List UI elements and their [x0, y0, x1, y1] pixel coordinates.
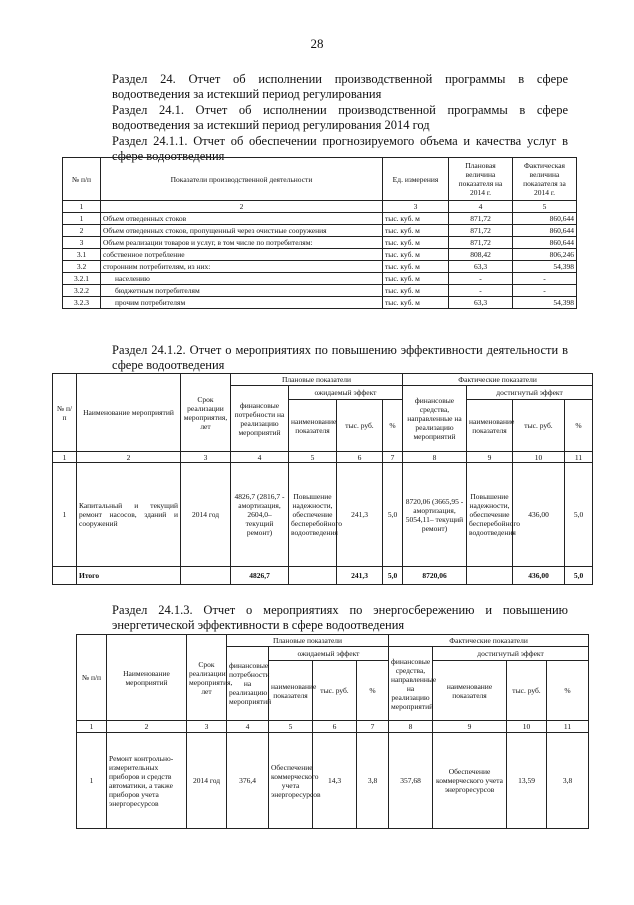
plan-finance: 4826,7 (2816,7 - амортизация, 2604,0– текущий ремонт) [231, 463, 289, 567]
column-number: 3 [181, 452, 231, 463]
header-cell: Плановые показатели [227, 635, 389, 647]
header-cell: Срок реализации мероприятия, лет [181, 374, 231, 452]
column-number: 2 [77, 452, 181, 463]
column-number: 2 [107, 721, 187, 733]
header-cell: № п/п [63, 158, 101, 201]
fact-finance: 357,68 [389, 733, 433, 829]
row-number: 3.2.3 [63, 297, 101, 309]
unit-cell: тыс. куб. м [383, 213, 449, 225]
unit-cell: тыс. куб. м [383, 273, 449, 285]
table-row [63, 297, 577, 309]
measure-name: Ремонт контрольно-измерительных приборов и средств автоматики, а также приборов учета энергоресурсов [107, 733, 187, 829]
indicator-name: Объем отведенных стоков [101, 213, 383, 225]
plan-rub: 241,3 [337, 463, 383, 567]
header-cell: тыс. руб. [313, 661, 357, 721]
term-cell: 2014 год [181, 463, 231, 567]
row-number: 1 [77, 733, 107, 829]
column-number: 5 [513, 201, 577, 213]
header-cell: Наименование мероприятий [107, 635, 187, 721]
column-number-row [63, 201, 577, 213]
unit-cell: тыс. куб. м [383, 297, 449, 309]
column-number: 7 [383, 452, 403, 463]
table-row [63, 261, 577, 273]
unit-cell: тыс. куб. м [383, 237, 449, 249]
header-cell: ожидаемый эффект [269, 647, 389, 661]
plan-value: 871,72 [449, 213, 513, 225]
plan-value: 63,3 [449, 261, 513, 273]
header-cell: наименование показателя [433, 661, 507, 721]
unit-cell: тыс. куб. м [383, 261, 449, 273]
column-number-row [77, 721, 589, 733]
table-header-row [63, 158, 577, 201]
header-cell: № п/п [77, 635, 107, 721]
row-number: 3.2 [63, 261, 101, 273]
column-number: 6 [313, 721, 357, 733]
section-heading-24: Раздел 24. Отчет об исполнении производственной программы в сфере водоотведения за истекший период регулирования [112, 72, 568, 101]
total-fact-rub: 436,00 [513, 567, 565, 585]
indicator-name: прочим потребителям [101, 297, 383, 309]
table-row [77, 733, 589, 829]
header-cell: № п/п [53, 374, 77, 452]
plan-value: 808,42 [449, 249, 513, 261]
total-label: Итого [77, 567, 181, 585]
column-number: 1 [53, 452, 77, 463]
plan-value: - [449, 285, 513, 297]
fact-rub: 436,00 [513, 463, 565, 567]
unit-cell: тыс. куб. м [383, 249, 449, 261]
fact-value: - [513, 273, 577, 285]
column-number: 1 [77, 721, 107, 733]
indicator-name: бюджетным потребителям [101, 285, 383, 297]
plan-value: - [449, 273, 513, 285]
fact-value: 860,644 [513, 213, 577, 225]
indicator-name: собственное потребление [101, 249, 383, 261]
measure-name: Капитальный и текущий ремонт насосов, зданий и сооружений [77, 463, 181, 567]
total-plan-pct: 5,0 [383, 567, 403, 585]
header-cell: достигнутый эффект [467, 386, 593, 400]
fact-value: 54,398 [513, 261, 577, 273]
header-cell: достигнутый эффект [433, 647, 589, 661]
term-cell: 2014 год [187, 733, 227, 829]
header-cell: Плановая величина показателя на 2014 г. [449, 158, 513, 201]
table-efficiency-measures [52, 373, 593, 585]
header-cell: Ед. измерения [383, 158, 449, 201]
total-plan-rub: 241,3 [337, 567, 383, 585]
table-row [53, 463, 593, 567]
row-number: 3.2.2 [63, 285, 101, 297]
table-row [63, 273, 577, 285]
header-cell: наименование показателя [269, 661, 313, 721]
indicator-name: сторонним потребителям, из них: [101, 261, 383, 273]
header-cell: финансовые средства, направленные на реализацию мероприятий [389, 647, 433, 721]
fact-value: 806,246 [513, 249, 577, 261]
column-number: 6 [337, 452, 383, 463]
row-number: 3.2.1 [63, 273, 101, 285]
unit-cell: тыс. куб. м [383, 285, 449, 297]
plan-effect: Повышение надежности, обеспечение бесперебойного водоотведения [289, 463, 337, 567]
header-cell: Показатели производственной деятельности [101, 158, 383, 201]
total-fact-finance: 8720,06 [403, 567, 467, 585]
fact-effect: Обеспечение коммерческого учета энергоресурсов [433, 733, 507, 829]
table-header-row [53, 374, 593, 386]
plan-value: 871,72 [449, 237, 513, 249]
plan-finance: 376,4 [227, 733, 269, 829]
row-number: 3 [63, 237, 101, 249]
table-row [63, 225, 577, 237]
total-fact-pct: 5,0 [565, 567, 593, 585]
column-number: 3 [187, 721, 227, 733]
header-cell: % [357, 661, 389, 721]
fact-finance: 8720,06 (3665,95 - амортизация, 5054,11– текущий ремонт) [403, 463, 467, 567]
page-number: 28 [310, 36, 324, 51]
section-heading-24-1-2: Раздел 24.1.2. Отчет о мероприятиях по повышению эффективности деятельности в сфере водоотведения [112, 343, 568, 372]
column-number: 4 [227, 721, 269, 733]
table-production-indicators [62, 157, 577, 309]
total-row [53, 567, 593, 585]
plan-value: 63,3 [449, 297, 513, 309]
header-cell: Плановые показатели [231, 374, 403, 386]
fact-effect: Повышение надежности, обеспечение бесперебойного водоотведения [467, 463, 513, 567]
table-row [63, 285, 577, 297]
column-number: 10 [513, 452, 565, 463]
fact-value: - [513, 285, 577, 297]
header-cell: наименование показателя [289, 400, 337, 452]
column-number: 11 [565, 452, 593, 463]
header-cell: ожидаемый эффект [289, 386, 403, 400]
header-cell: Фактическая величина показателя за 2014 г. [513, 158, 577, 201]
column-number: 4 [449, 201, 513, 213]
column-number: 2 [101, 201, 383, 213]
header-cell: Наименование мероприятий [77, 374, 181, 452]
unit-cell: тыс. куб. м [383, 225, 449, 237]
row-number: 2 [63, 225, 101, 237]
total-plan-finance: 4826,7 [231, 567, 289, 585]
column-number: 8 [389, 721, 433, 733]
fact-pct: 5,0 [565, 463, 593, 567]
fact-value: 860,644 [513, 225, 577, 237]
column-number-row [53, 452, 593, 463]
table-header-row [77, 635, 589, 647]
fact-value: 860,644 [513, 237, 577, 249]
column-number: 11 [547, 721, 589, 733]
column-number: 5 [269, 721, 313, 733]
fact-rub: 13,59 [507, 733, 547, 829]
table-row [63, 249, 577, 261]
header-cell: финансовые средства, направленные на реализацию мероприятий [403, 386, 467, 452]
plan-effect: Обеспечение коммерческого учета энергоресурсов [269, 733, 313, 829]
header-cell: тыс. руб. [513, 400, 565, 452]
column-number: 9 [467, 452, 513, 463]
header-cell: % [565, 400, 593, 452]
table-row [63, 237, 577, 249]
header-cell: финансовые потребности на реализацию мероприятий [231, 386, 289, 452]
column-number: 8 [403, 452, 467, 463]
fact-value: 54,398 [513, 297, 577, 309]
column-number: 1 [63, 201, 101, 213]
column-number: 7 [357, 721, 389, 733]
column-number: 5 [289, 452, 337, 463]
header-cell: Фактические показатели [389, 635, 589, 647]
fact-pct: 3,8 [547, 733, 589, 829]
section-heading-24-1-1: Раздел 24.1.1. Отчет об обеспечении прогнозируемого объема и качества услуг в сфере водоотведения [112, 134, 568, 163]
table-energy-saving-measures [76, 634, 589, 829]
column-number: 3 [383, 201, 449, 213]
header-cell: % [383, 400, 403, 452]
indicator-name: населению [101, 273, 383, 285]
plan-pct: 3,8 [357, 733, 389, 829]
plan-pct: 5,0 [383, 463, 403, 567]
header-cell: наименование показателя [467, 400, 513, 452]
indicator-name: Объем реализации товаров и услуг, в том числе по потребителям: [101, 237, 383, 249]
section-heading-24-1: Раздел 24.1. Отчет об исполнении производственной программы в сфере водоотведения за истекший период регулирования 2014 год [112, 103, 568, 132]
header-cell: тыс. руб. [337, 400, 383, 452]
header-cell: тыс. руб. [507, 661, 547, 721]
section-heading-24-1-3: Раздел 24.1.3. Отчет о мероприятиях по энергосбережению и повышению энергетической эффективности в сфере водоотведения [112, 603, 568, 632]
column-number: 10 [507, 721, 547, 733]
column-number: 4 [231, 452, 289, 463]
row-number: 1 [53, 463, 77, 567]
header-cell: финансовые потребности на реализацию мероприятий [227, 647, 269, 721]
table-row [63, 213, 577, 225]
plan-rub: 14,3 [313, 733, 357, 829]
row-number: 1 [63, 213, 101, 225]
row-number: 3.1 [63, 249, 101, 261]
plan-value: 871,72 [449, 225, 513, 237]
header-cell: Срок реализации мероприятия, лет [187, 635, 227, 721]
header-cell: Фактические показатели [403, 374, 593, 386]
header-cell: % [547, 661, 589, 721]
column-number: 9 [433, 721, 507, 733]
indicator-name: Объем отведенных стоков, пропущенный через очистные сооружения [101, 225, 383, 237]
